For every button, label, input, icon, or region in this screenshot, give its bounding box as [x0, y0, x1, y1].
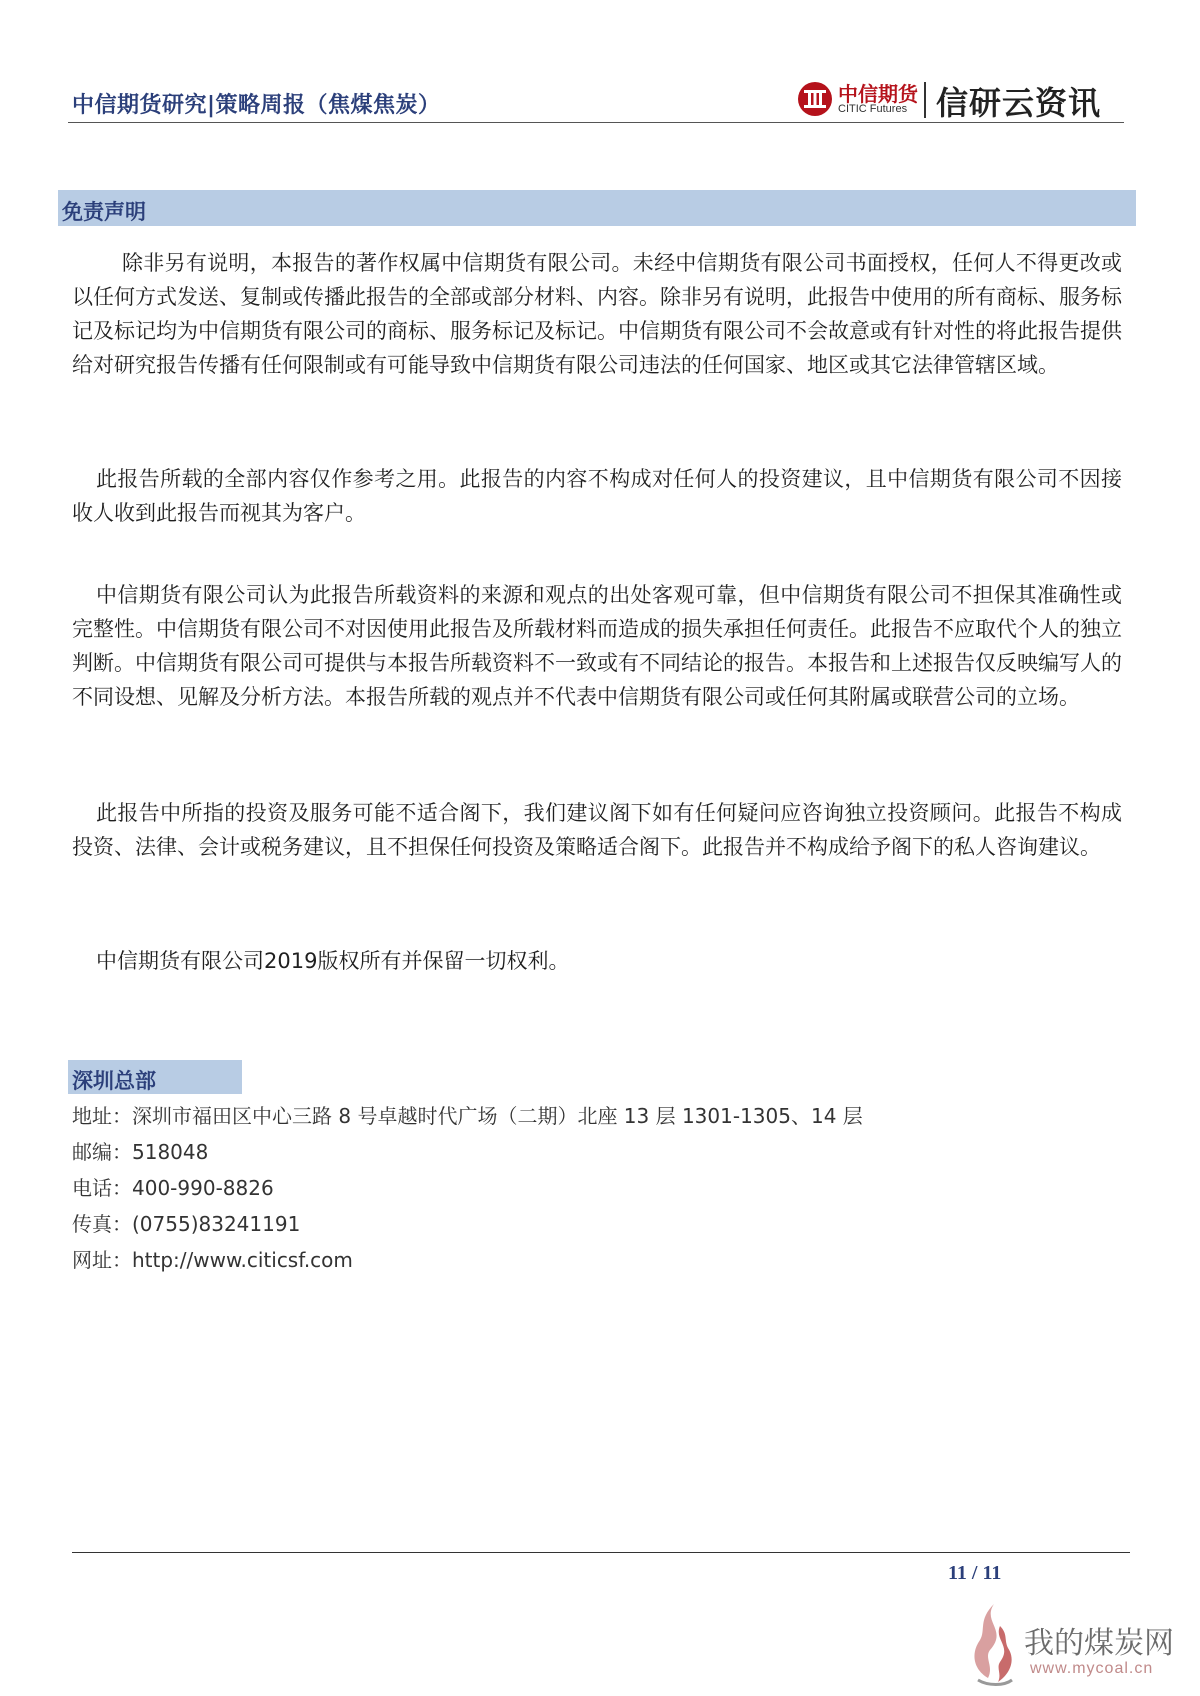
hq-phone: 电话：400-990-8826 — [72, 1176, 274, 1200]
disclaimer-paragraph-1: 除非另有说明，本报告的著作权属中信期货有限公司。未经中信期货有限公司书面授权，任何人不得更改或以任何方式发送、复制或传播此报告的全部或部分材料、内容。除非另有说明，此报告中使用的所有商标、服务标记及标记均为中信期货有限公司的商标、服务标记及标记。中信期货有限公司不会故意或有针对性的将此报告提供给对研究报告传播有任何限制或有可能导致中信期货有限公司违法的任何国家、地区或其它法律管辖区域。 — [72, 251, 1122, 377]
header-divider — [68, 122, 1124, 123]
footer-divider — [72, 1552, 1130, 1553]
copyright-statement: 中信期货有限公司2019版权所有并保留一切权利。 — [96, 949, 570, 973]
disclaimer-heading-bar — [58, 190, 1136, 226]
disclaimer-paragraph-2: 此报告所载的全部内容仅作参考之用。此报告的内容不构成对任何人的投资建议，且中信期货有限公司不因接收人收到此报告而视其为客户。 — [72, 467, 1122, 525]
citic-futures-logo — [796, 78, 1126, 122]
disclaimer-paragraph-4: 此报告中所指的投资及服务可能不适合阁下，我们建议阁下如有任何疑问应咨询独立投资顾问。此报告不构成投资、法律、会计或税务建议，且不担保任何投资及策略适合阁下。此报告并不构成给予阁下的私人咨询建议。 — [72, 801, 1122, 859]
hq-heading-bar — [68, 1060, 242, 1094]
watermark-url: www.mycoal.cn — [1030, 1660, 1154, 1677]
brand-name: 信研云资讯 — [936, 84, 1102, 122]
hq-website-link[interactable]: 网址：http://www.citicsf.com — [72, 1248, 353, 1272]
logo-english-name: CITIC Futures — [838, 103, 908, 115]
flame-icon — [964, 1600, 1020, 1686]
citic-logo-icon — [796, 80, 834, 118]
disclaimer-heading: 免责声明 — [62, 200, 146, 224]
mycoal-watermark — [964, 1600, 1194, 1690]
hq-address: 地址：深圳市福田区中心三路 8 号卓越时代广场（二期）北座 13 层 1301-1305、14 层 — [72, 1104, 863, 1128]
page-number: 11 / 11 — [948, 1562, 1002, 1584]
watermark-site-name: 我的煤炭网 — [1024, 1626, 1174, 1661]
hq-heading: 深圳总部 — [72, 1069, 156, 1093]
hq-fax: 传真：(0755)83241191 — [72, 1212, 301, 1236]
hq-postcode: 邮编：518048 — [72, 1140, 209, 1164]
disclaimer-paragraph-3: 中信期货有限公司认为此报告所载资料的来源和观点的出处客观可靠，但中信期货有限公司不担保其准确性或完整性。中信期货有限公司不对因使用此报告及所载材料而造成的损失承担任何责任。此报告不应取代个人的独立判断。中信期货有限公司可提供与本报告所载资料不一致或有不同结论的报告。本报告和上述报告仅反映编写人的不同设想、见解及分析方法。本报告所载的观点并不代表中信期货有限公司或任何其附属或联营公司的立场。 — [72, 583, 1122, 709]
logo-chinese-name: 中信期货 — [838, 82, 918, 106]
report-header-title: 中信期货研究|策略周报（焦煤焦炭） — [72, 93, 441, 118]
logo-divider — [924, 82, 926, 118]
